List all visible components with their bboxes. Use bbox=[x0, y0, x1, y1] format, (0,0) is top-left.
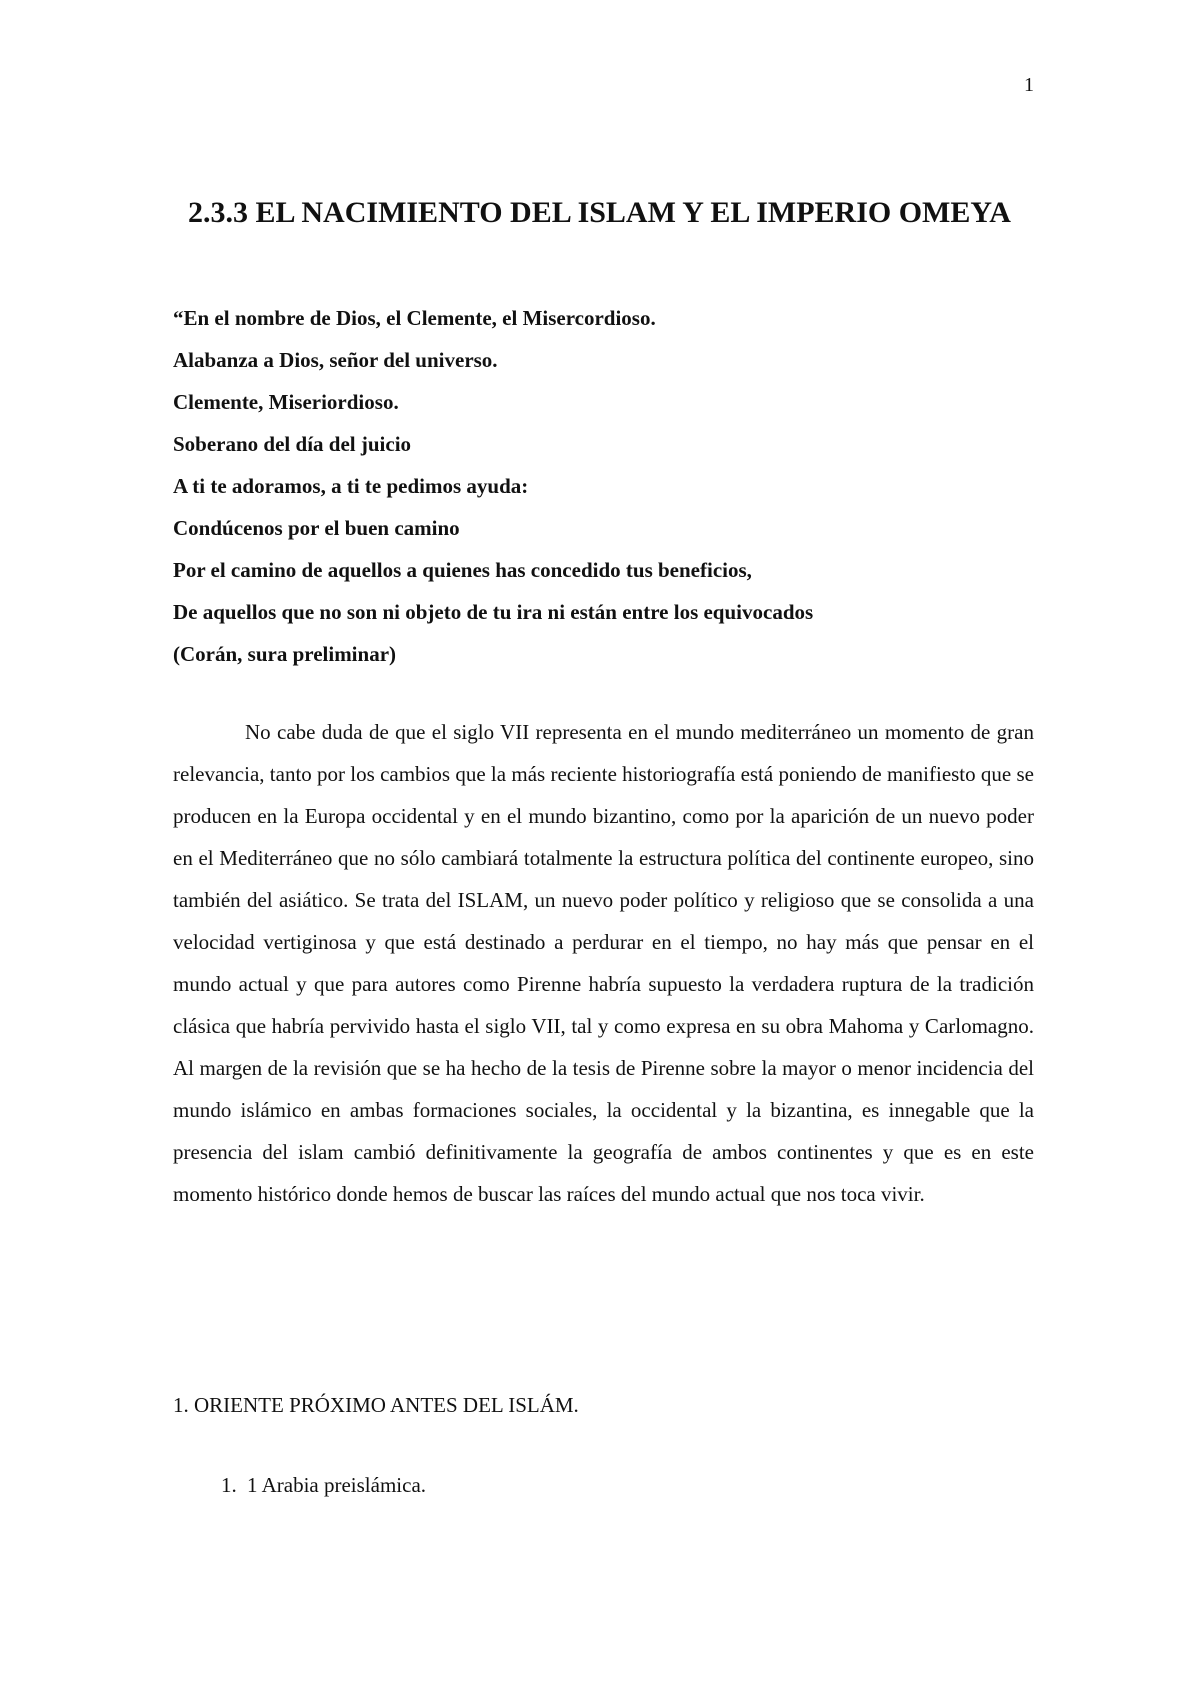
subsection-title: 1 Arabia preislámica. bbox=[247, 1473, 427, 1497]
subsection-number: 1. bbox=[221, 1473, 237, 1497]
quote-line: Condúcenos por el buen camino bbox=[173, 516, 460, 540]
quote-line: A ti te adoramos, a ti te pedimos ayuda: bbox=[173, 474, 529, 498]
section-heading: 1. ORIENTE PRÓXIMO ANTES DEL ISLÁM. bbox=[173, 1393, 579, 1417]
quote-block bbox=[173, 297, 1033, 675]
quote-line: De aquellos que no son ni objeto de tu ira ni están entre los equivocados bbox=[173, 600, 814, 624]
quote-line: Soberano del día del juicio bbox=[173, 432, 412, 456]
page-title: 2.3.3 EL NACIMIENTO DEL ISLAM Y EL IMPERIO OMEYA bbox=[188, 196, 1011, 229]
quote-source: (Corán, sura preliminar) bbox=[173, 642, 397, 666]
quote-line: Alabanza a Dios, señor del universo. bbox=[173, 348, 498, 372]
body-paragraph: No cabe duda de que el siglo VII representa en el mundo mediterráneo un momento de gran relevancia, tanto por los cambios que la más reciente historiografía está poniendo de manifiesto que se producen en la Europa occidental y en el mundo bizantino, como por la aparición de un nuevo poder en el Mediterráneo que no sólo cambiará totalmente la estructura política del continente europeo, sino también del asiático. Se trata del ISLAM, un nuevo poder político y religioso que se consolida a una velocidad vertiginosa y que está destinado a perdurar en el tiempo, no hay más que pensar en el mundo actual y que para autores como Pirenne habría supuesto la verdadera ruptura de la tradición clásica que habría pervivido hasta el siglo VII, tal y como expresa en su obra Mahoma y Carlomagno. Al margen de la revisión que se ha hecho de la tesis de Pirenne sobre la mayor o menor incidencia del mundo islámico en ambas formaciones sociales, la occidental y la bizantina, es innegable que la presencia del islam cambió definitivamente la geografía de ambos continentes y que es en este momento histórico donde hemos de buscar las raíces del mundo actual que nos toca vivir. bbox=[173, 720, 1034, 1206]
subsection-heading bbox=[221, 1470, 426, 1500]
quote-line: “En el nombre de Dios, el Clemente, el Misercordioso. bbox=[173, 306, 656, 330]
quote-line: Por el camino de aquellos a quienes has concedido tus beneficios, bbox=[173, 558, 752, 582]
quote-line: Clemente, Miseriordioso. bbox=[173, 390, 399, 414]
page-number: 1 bbox=[1024, 74, 1034, 96]
